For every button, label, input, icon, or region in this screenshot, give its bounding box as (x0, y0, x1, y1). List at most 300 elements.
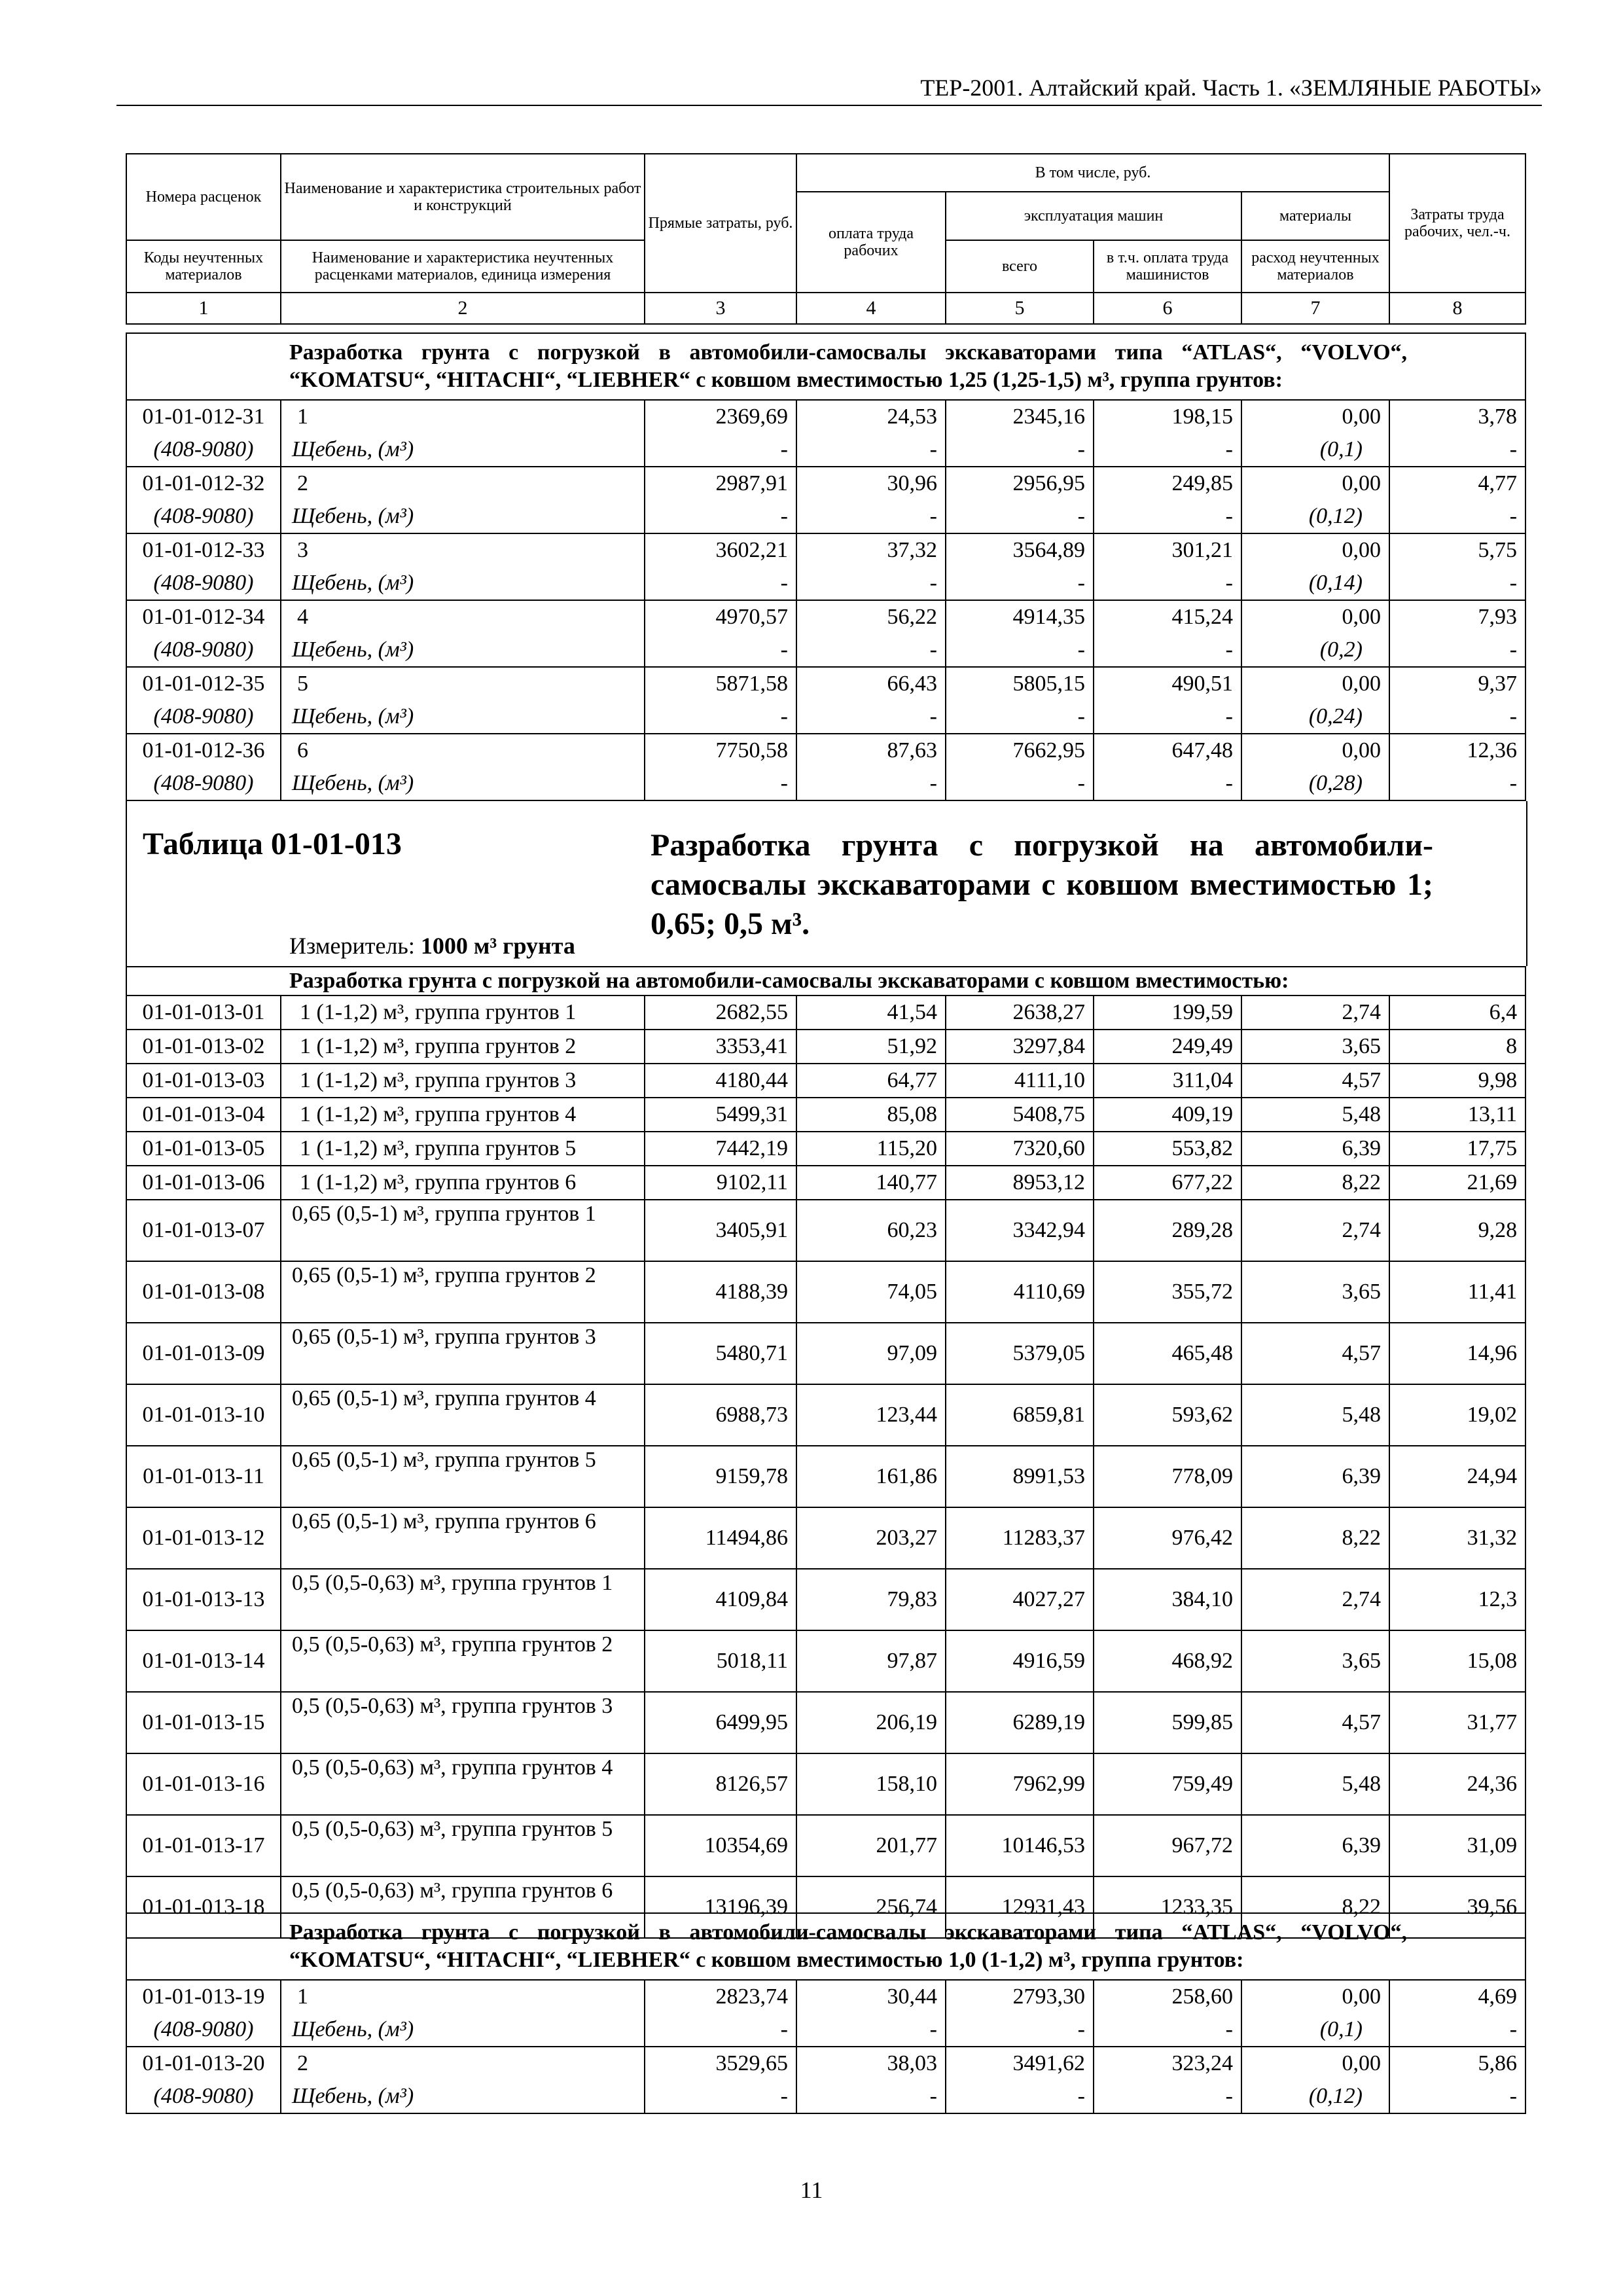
rate-row (126, 1446, 1525, 1507)
value-c3: 4188,39 (645, 1261, 796, 1323)
dash: - (946, 2080, 1094, 2113)
material-row (126, 433, 1525, 467)
value-c4: 37,32 (796, 533, 946, 567)
material-row (126, 700, 1525, 734)
value-c6: 1233,35 (1094, 1876, 1241, 1938)
rate-row (126, 1098, 1525, 1132)
value-c7: 4,57 (1241, 1692, 1389, 1753)
value-c6: 468,92 (1094, 1630, 1241, 1692)
column-number: 7 (1241, 293, 1389, 324)
dash: - (645, 767, 796, 800)
value-c8: 14,96 (1389, 1323, 1525, 1384)
rate-name: 1 (281, 400, 645, 433)
value-c3: 11494,86 (645, 1507, 796, 1569)
material-quantity: (0,1) (1241, 2013, 1389, 2047)
material-row (126, 767, 1525, 800)
dash: - (796, 433, 946, 467)
dash: - (946, 634, 1094, 667)
dash: - (645, 700, 796, 734)
value-c8: 5,86 (1389, 2047, 1525, 2080)
dash: - (1389, 700, 1525, 734)
value-c7: 3,65 (1241, 1261, 1389, 1323)
rate-name: 1 (281, 1980, 645, 2013)
dash: - (645, 567, 796, 600)
material-name: Щебень, (м³) (281, 767, 645, 800)
value-c8: 19,02 (1389, 1384, 1525, 1446)
rate-row (126, 1384, 1525, 1446)
value-c6: 465,48 (1094, 1323, 1241, 1384)
header-labor-costs: Затраты труда рабочих, чел.-ч. (1389, 154, 1525, 293)
value-c4: 38,03 (796, 2047, 946, 2080)
value-c4: 201,77 (796, 1815, 946, 1876)
material-name: Щебень, (м³) (281, 567, 645, 600)
value-c4: 161,86 (796, 1446, 946, 1507)
rate-code: 01-01-013-05 (126, 1132, 281, 1166)
rate-code: 01-01-013-13 (126, 1569, 281, 1630)
value-c7: 0,00 (1241, 600, 1389, 634)
column-number-row (126, 293, 1525, 324)
value-c4: 51,92 (796, 1030, 946, 1064)
value-c3: 5480,71 (645, 1323, 796, 1384)
header-machine-total: всего (946, 240, 1094, 293)
value-c6: 311,04 (1094, 1064, 1241, 1098)
value-c5: 5379,05 (946, 1323, 1094, 1384)
value-c5: 6289,19 (946, 1692, 1094, 1753)
value-c8: 12,3 (1389, 1569, 1525, 1630)
value-c7: 3,65 (1241, 1630, 1389, 1692)
material-name: Щебень, (м³) (281, 634, 645, 667)
dash: - (946, 433, 1094, 467)
rate-code: 01-01-013-04 (126, 1098, 281, 1132)
value-c5: 2638,27 (946, 996, 1094, 1030)
value-c7: 6,39 (1241, 1815, 1389, 1876)
dash: - (1389, 500, 1525, 533)
value-c6: 759,49 (1094, 1753, 1241, 1815)
rate-name: 1 (1-1,2) м³, группа грунтов 4 (281, 1098, 645, 1132)
running-header: ТЕР-2001. Алтайский край. Часть 1. «ЗЕМЛЯНЫЕ РАБОТЫ» (116, 73, 1542, 106)
section-title: Разработка грунта с погрузкой в автомобили-самосвалы экскаваторами типа “ATLAS“, “VOLVO“, “KOMATSU“, “HITACHI“, “LIEBHER“ с ковшом вместимостью 1,0 (1-1,2) м³, группа грунтов: (126, 1913, 1525, 1980)
dash: - (1094, 500, 1241, 533)
value-c5: 3491,62 (946, 2047, 1094, 2080)
value-c7: 8,22 (1241, 1166, 1389, 1200)
rate-name: 0,65 (0,5-1) м³, группа грунтов 6 (281, 1507, 645, 1569)
rate-row (126, 1132, 1525, 1166)
value-c3: 10354,69 (645, 1815, 796, 1876)
value-c5: 4110,69 (946, 1261, 1094, 1323)
value-c7: 0,00 (1241, 734, 1389, 767)
material-name: Щебень, (м³) (281, 700, 645, 734)
value-c8: 21,69 (1389, 1166, 1525, 1200)
dash: - (1389, 567, 1525, 600)
rate-name: 0,5 (0,5-0,63) м³, группа грунтов 5 (281, 1815, 645, 1876)
header-including: В том числе, руб. (796, 154, 1389, 192)
header-material-codes: Коды неучтенных материалов (126, 240, 281, 293)
dash: - (1389, 2013, 1525, 2047)
value-c5: 7320,60 (946, 1132, 1094, 1166)
value-c6: 249,85 (1094, 467, 1241, 500)
header-direct-costs: Прямые затраты, руб. (645, 154, 796, 293)
material-code: (408-9080) (126, 500, 281, 533)
value-c6: 553,82 (1094, 1132, 1241, 1166)
value-c6: 289,28 (1094, 1200, 1241, 1261)
value-c4: 203,27 (796, 1507, 946, 1569)
value-c3: 4180,44 (645, 1064, 796, 1098)
value-c4: 140,77 (796, 1166, 946, 1200)
value-c8: 24,36 (1389, 1753, 1525, 1815)
rate-name: 0,5 (0,5-0,63) м³, группа грунтов 3 (281, 1692, 645, 1753)
dash: - (1389, 2080, 1525, 2113)
material-quantity: (0,28) (1241, 767, 1389, 800)
rate-name: 1 (1-1,2) м³, группа грунтов 6 (281, 1166, 645, 1200)
value-c6: 384,10 (1094, 1569, 1241, 1630)
rate-row (126, 1507, 1525, 1569)
value-c8: 17,75 (1389, 1132, 1525, 1166)
value-c8: 4,69 (1389, 1980, 1525, 2013)
column-number: 3 (645, 293, 796, 324)
value-c3: 9159,78 (645, 1446, 796, 1507)
value-c3: 3529,65 (645, 2047, 796, 2080)
dash: - (796, 767, 946, 800)
rate-name: 0,5 (0,5-0,63) м³, группа грунтов 4 (281, 1753, 645, 1815)
value-c3: 3405,91 (645, 1200, 796, 1261)
rate-code: 01-01-012-33 (126, 533, 281, 567)
rate-row (126, 1692, 1525, 1753)
value-c7: 0,00 (1241, 400, 1389, 433)
value-c5: 8991,53 (946, 1446, 1094, 1507)
rate-name: 3 (281, 533, 645, 567)
dash: - (1389, 634, 1525, 667)
value-c7: 0,00 (1241, 1980, 1389, 2013)
rate-code: 01-01-013-09 (126, 1323, 281, 1384)
dash: - (645, 2080, 796, 2113)
value-c3: 3602,21 (645, 533, 796, 567)
material-code: (408-9080) (126, 567, 281, 600)
rate-code: 01-01-012-31 (126, 400, 281, 433)
rate-code: 01-01-013-18 (126, 1876, 281, 1938)
rate-row (126, 600, 1525, 634)
rate-code: 01-01-013-03 (126, 1064, 281, 1098)
material-row (126, 567, 1525, 600)
section-2-table (126, 966, 1526, 1939)
rate-name: 0,5 (0,5-0,63) м³, группа грунтов 2 (281, 1630, 645, 1692)
table-number: Таблица 01-01-013 (143, 827, 402, 861)
material-row (126, 2013, 1525, 2047)
header-work-name: Наименование и характеристика строительных работ и конструкций (281, 154, 645, 240)
dash: - (946, 500, 1094, 533)
dash: - (796, 2013, 946, 2047)
rate-row (126, 400, 1525, 433)
dash: - (1094, 700, 1241, 734)
value-c5: 2793,30 (946, 1980, 1094, 2013)
dash: - (645, 500, 796, 533)
dash: - (946, 567, 1094, 600)
value-c5: 4027,27 (946, 1569, 1094, 1630)
rate-code: 01-01-012-32 (126, 467, 281, 500)
material-name: Щебень, (м³) (281, 433, 645, 467)
material-quantity: (0,12) (1241, 500, 1389, 533)
rate-code: 01-01-013-17 (126, 1815, 281, 1876)
value-c5: 3564,89 (946, 533, 1094, 567)
value-c3: 5018,11 (645, 1630, 796, 1692)
rate-code: 01-01-013-02 (126, 1030, 281, 1064)
value-c3: 3353,41 (645, 1030, 796, 1064)
table-name: Разработка грунта с погрузкой на автомобили-самосвалы экскаваторами с ковшом вместимостью 1; 0,65; 0,5 м³. (651, 828, 1433, 941)
rate-code: 01-01-012-34 (126, 600, 281, 634)
value-c8: 4,77 (1389, 467, 1525, 500)
header-materials: материалы (1241, 192, 1389, 240)
value-c6: 599,85 (1094, 1692, 1241, 1753)
value-c5: 2345,16 (946, 400, 1094, 433)
rate-code: 01-01-013-11 (126, 1446, 281, 1507)
value-c6: 490,51 (1094, 667, 1241, 700)
column-number: 1 (126, 293, 281, 324)
value-c4: 97,09 (796, 1323, 946, 1384)
column-number: 6 (1094, 293, 1241, 324)
rate-code: 01-01-013-06 (126, 1166, 281, 1200)
rate-name: 5 (281, 667, 645, 700)
rate-name: 0,65 (0,5-1) м³, группа грунтов 1 (281, 1200, 645, 1261)
dash: - (645, 2013, 796, 2047)
value-c6: 301,21 (1094, 533, 1241, 567)
column-header-table (126, 153, 1526, 325)
measure-value: 1000 м³ грунта (420, 933, 575, 959)
rate-row (126, 1030, 1525, 1064)
material-quantity: (0,14) (1241, 567, 1389, 600)
column-number: 5 (946, 293, 1094, 324)
rate-name: 0,65 (0,5-1) м³, группа грунтов 3 (281, 1323, 645, 1384)
rate-row (126, 1323, 1525, 1384)
value-c3: 2682,55 (645, 996, 796, 1030)
value-c7: 4,57 (1241, 1064, 1389, 1098)
value-c3: 8126,57 (645, 1753, 796, 1815)
value-c5: 11283,37 (946, 1507, 1094, 1569)
header-operator-pay: в т.ч. оплата труда машинистов (1094, 240, 1241, 293)
rate-row (126, 1261, 1525, 1323)
value-c4: 64,77 (796, 1064, 946, 1098)
column-number: 8 (1389, 293, 1525, 324)
value-c8: 6,4 (1389, 996, 1525, 1030)
value-c5: 5408,75 (946, 1098, 1094, 1132)
rate-name: 1 (1-1,2) м³, группа грунтов 1 (281, 996, 645, 1030)
dash: - (1094, 567, 1241, 600)
dash: - (796, 634, 946, 667)
value-c6: 198,15 (1094, 400, 1241, 433)
material-name: Щебень, (м³) (281, 2013, 645, 2047)
value-c7: 0,00 (1241, 2047, 1389, 2080)
value-c5: 5805,15 (946, 667, 1094, 700)
value-c6: 323,24 (1094, 2047, 1241, 2080)
rate-code: 01-01-013-19 (126, 1980, 281, 2013)
value-c8: 31,32 (1389, 1507, 1525, 1569)
header-worker-pay: оплата труда рабочих (796, 192, 946, 293)
value-c6: 677,22 (1094, 1166, 1241, 1200)
value-c4: 79,83 (796, 1569, 946, 1630)
rate-code: 01-01-013-12 (126, 1507, 281, 1569)
value-c3: 13196,39 (645, 1876, 796, 1938)
value-c5: 12931,43 (946, 1876, 1094, 1938)
material-quantity: (0,24) (1241, 700, 1389, 734)
material-quantity: (0,1) (1241, 433, 1389, 467)
value-c4: 85,08 (796, 1098, 946, 1132)
value-c3: 5871,58 (645, 667, 796, 700)
dash: - (645, 634, 796, 667)
value-c7: 0,00 (1241, 667, 1389, 700)
dash: - (1094, 2080, 1241, 2113)
rate-code: 01-01-012-36 (126, 734, 281, 767)
rate-code: 01-01-013-16 (126, 1753, 281, 1815)
dash: - (946, 2013, 1094, 2047)
material-code: (408-9080) (126, 634, 281, 667)
value-c8: 11,41 (1389, 1261, 1525, 1323)
material-name: Щебень, (м³) (281, 500, 645, 533)
rate-row (126, 1569, 1525, 1630)
rate-code: 01-01-013-01 (126, 996, 281, 1030)
value-c4: 87,63 (796, 734, 946, 767)
value-c4: 30,96 (796, 467, 946, 500)
value-c6: 967,72 (1094, 1815, 1241, 1876)
dash: - (796, 500, 946, 533)
value-c8: 39,56 (1389, 1876, 1525, 1938)
value-c4: 74,05 (796, 1261, 946, 1323)
rate-name: 1 (1-1,2) м³, группа грунтов 3 (281, 1064, 645, 1098)
value-c8: 5,75 (1389, 533, 1525, 567)
value-c8: 24,94 (1389, 1446, 1525, 1507)
rate-name: 0,65 (0,5-1) м³, группа грунтов 4 (281, 1384, 645, 1446)
value-c3: 6499,95 (645, 1692, 796, 1753)
material-code: (408-9080) (126, 767, 281, 800)
value-c7: 8,22 (1241, 1507, 1389, 1569)
value-c4: 256,74 (796, 1876, 946, 1938)
value-c5: 7962,99 (946, 1753, 1094, 1815)
value-c5: 2956,95 (946, 467, 1094, 500)
dash: - (796, 567, 946, 600)
rate-row (126, 2047, 1525, 2080)
rate-row (126, 1064, 1525, 1098)
value-c6: 199,59 (1094, 996, 1241, 1030)
rate-row (126, 996, 1525, 1030)
dash: - (1094, 767, 1241, 800)
value-c6: 258,60 (1094, 1980, 1241, 2013)
value-c6: 976,42 (1094, 1507, 1241, 1569)
value-c5: 10146,53 (946, 1815, 1094, 1876)
section-title: Разработка грунта с погрузкой в автомобили-самосвалы экскаваторами типа “ATLAS“, “VOLVO“, “KOMATSU“, “HITACHI“, “LIEBHER“ с ковшом вместимостью 1,25 (1,25-1,5) м³, группа грунтов: (126, 333, 1525, 400)
rate-row (126, 1753, 1525, 1815)
value-c4: 56,22 (796, 600, 946, 634)
rate-name: 0,65 (0,5-1) м³, группа грунтов 5 (281, 1446, 645, 1507)
value-c7: 4,57 (1241, 1323, 1389, 1384)
value-c4: 158,10 (796, 1753, 946, 1815)
value-c4: 66,43 (796, 667, 946, 700)
rate-row (126, 533, 1525, 567)
rate-row (126, 467, 1525, 500)
dash: - (1389, 767, 1525, 800)
value-c6: 249,49 (1094, 1030, 1241, 1064)
value-c8: 9,28 (1389, 1200, 1525, 1261)
rate-name: 0,65 (0,5-1) м³, группа грунтов 2 (281, 1261, 645, 1323)
header-material-names: Наименование и характеристика неучтенных расценками материалов, единица измерения (281, 240, 645, 293)
rate-name: 0,5 (0,5-0,63) м³, группа грунтов 6 (281, 1876, 645, 1938)
value-c3: 5499,31 (645, 1098, 796, 1132)
unit-of-measure (289, 932, 575, 960)
value-c8: 31,09 (1389, 1815, 1525, 1876)
value-c7: 5,48 (1241, 1753, 1389, 1815)
rate-code: 01-01-013-20 (126, 2047, 281, 2080)
rate-code: 01-01-013-07 (126, 1200, 281, 1261)
value-c3: 2369,69 (645, 400, 796, 433)
rate-name: 4 (281, 600, 645, 634)
value-c5: 6859,81 (946, 1384, 1094, 1446)
material-quantity: (0,12) (1241, 2080, 1389, 2113)
section-3-table (126, 1912, 1526, 2114)
material-name: Щебень, (м³) (281, 2080, 645, 2113)
dash: - (1389, 433, 1525, 467)
dash: - (946, 767, 1094, 800)
value-c6: 415,24 (1094, 600, 1241, 634)
value-c3: 6988,73 (645, 1384, 796, 1446)
rate-name: 1 (1-1,2) м³, группа грунтов 2 (281, 1030, 645, 1064)
value-c7: 2,74 (1241, 996, 1389, 1030)
value-c3: 2823,74 (645, 1980, 796, 2013)
value-c4: 115,20 (796, 1132, 946, 1166)
value-c7: 8,22 (1241, 1876, 1389, 1938)
value-c6: 647,48 (1094, 734, 1241, 767)
dash: - (1094, 2013, 1241, 2047)
header-material-consumption: расход неучтенных материалов (1241, 240, 1389, 293)
value-c3: 2987,91 (645, 467, 796, 500)
value-c8: 9,37 (1389, 667, 1525, 700)
material-row (126, 634, 1525, 667)
section-1-table (126, 332, 1526, 801)
material-row (126, 500, 1525, 533)
material-code: (408-9080) (126, 433, 281, 467)
rate-row (126, 734, 1525, 767)
header-machine-operation: эксплуатация машин (946, 192, 1241, 240)
value-c6: 778,09 (1094, 1446, 1241, 1507)
value-c7: 3,65 (1241, 1030, 1389, 1064)
value-c7: 6,39 (1241, 1446, 1389, 1507)
value-c5: 8953,12 (946, 1166, 1094, 1200)
dash: - (645, 433, 796, 467)
rate-row (126, 1200, 1525, 1261)
value-c4: 60,23 (796, 1200, 946, 1261)
value-c5: 4916,59 (946, 1630, 1094, 1692)
material-row (126, 2080, 1525, 2113)
value-c4: 123,44 (796, 1384, 946, 1446)
dash: - (1094, 433, 1241, 467)
value-c4: 206,19 (796, 1692, 946, 1753)
value-c7: 2,74 (1241, 1569, 1389, 1630)
value-c4: 97,87 (796, 1630, 946, 1692)
measure-label: Измеритель: (289, 933, 421, 959)
value-c8: 31,77 (1389, 1692, 1525, 1753)
rate-name: 2 (281, 2047, 645, 2080)
rate-name: 2 (281, 467, 645, 500)
value-c6: 409,19 (1094, 1098, 1241, 1132)
rate-code: 01-01-013-08 (126, 1261, 281, 1323)
rate-row (126, 1630, 1525, 1692)
value-c8: 8 (1389, 1030, 1525, 1064)
value-c5: 4914,35 (946, 600, 1094, 634)
dash: - (1094, 634, 1241, 667)
value-c8: 13,11 (1389, 1098, 1525, 1132)
rate-row (126, 1815, 1525, 1876)
value-c6: 593,62 (1094, 1384, 1241, 1446)
column-number: 2 (281, 293, 645, 324)
material-code: (408-9080) (126, 2013, 281, 2047)
value-c4: 30,44 (796, 1980, 946, 2013)
value-c8: 7,93 (1389, 600, 1525, 634)
header-rate-numbers: Номера расценок (126, 154, 281, 240)
